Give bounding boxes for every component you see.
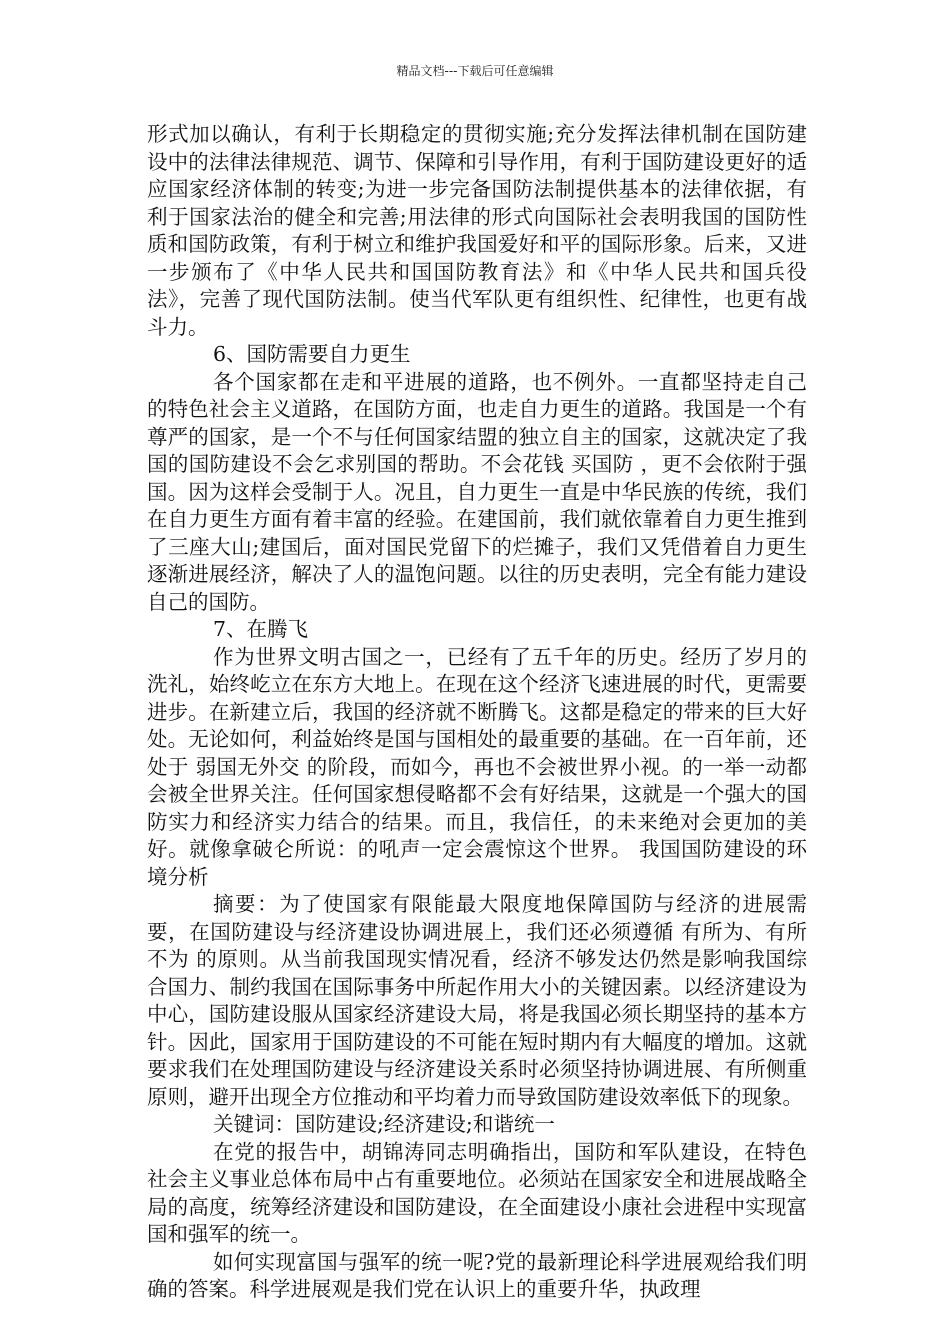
paragraph-rising: 作为世界文明古国之一，已经有了五千年的历史。经历了岁月的洗礼，始终屹立在东方大地上。在现在这个经济飞速进展的时代，更需要进步。在新建立后，我国的经济就不断腾飞。这都是稳定的带来的巨大好处。无论如何，利益始终是国与国相处的最重要的基础。在一百年前，还处于 弱国无外交 的阶段，而如今，再也不会被世界小视。的一举一动都会被全世界关注。任何国家想侵略都不会有好结果，这就是一个强大的国防实力和经济实力结合的结果。而且，我信任，的未来绝对会更加的美好。就像拿破仑所说：的吼声一定会震惊这个世界。 我国国防建设的环境分析	[147, 644, 807, 889]
paragraph-party-report: 在党的报告中，胡锦涛同志明确指出，国防和军队建设，在特色社会主义事业总体布局中占有重要地位。必须站在国家安全和进展战略全局的高度，统筹经济建设和国防建设，在全面建设小康社会进程中实现富国和强军的统一。	[147, 1139, 807, 1246]
section-heading-rising: 7、在腾飞	[213, 617, 309, 641]
section-heading-self-reliance: 6、国防需要自力更生	[213, 342, 411, 366]
page-header: 精品文档---下载后可任意编辑	[396, 64, 554, 78]
document-body	[147, 121, 807, 1304]
paragraph-unity-question: 如何实现富国与强军的统一呢?党的最新理论科学进展观给我们明确的答案。科学进展观是我们党在认识上的重要升华，执政理	[147, 1249, 807, 1301]
paragraph-abstract: 摘要：为了使国家有限能最大限度地保障国防与经济的进展需要，在国防建设与经济建设协调进展上，我们还必须遵循 有所为、有所不为 的原则。从当前我国现实情况看，经济不够发达仍然是影响我国综合国力、制约我国在国际事务中所起作用大小的关键因素。以经济建设为中心，国防建设服从国家经济建设大局，将是我国必须长期坚持的基本方针。因此，国家用于国防建设的不可能在短时期内有大幅度的增加。这就要求我们在处理国防建设与经济建设关系时必须坚持协调进展、有所侧重原则，避开出现全方位推动和平均着力而导致国防建设效率低下的现象。	[147, 892, 807, 1109]
paragraph-legal-framework: 形式加以确认，有利于长期稳定的贯彻实施;充分发挥法律机制在国防建设中的法律法律规范、调节、保障和引导作用，有利于国防建设更好的适应国家经济体制的转变;为进一步完备国防法制提供基本的法律依据，有利于国家法治的健全和完善;用法律的形式向国际社会表明我国的国防性质和国防政策，有利于树立和维护我国爱好和平的国际形象。后来，又进一步颁布了《中华人民共和国国防教育法》和《中华人民共和国兵役法》，完善了现代国防法制。使当代军队更有组织性、纪律性，也更有战斗力。	[147, 122, 807, 339]
paragraph-self-reliance: 各个国家都在走和平进展的道路，也不例外。一直都坚持走自己的特色社会主义道路，在国防方面，也走自力更生的道路。我国是一个有尊严的国家，是一个不与任何国家结盟的独立自主的国家，这就决定了我国的国防建设不会乞求别国的帮助。不会花钱 买国防 ，更不会依附于强国。因为这样会受制于人。况且，自力更生一直是中华民族的传统，我们在自力更生方面有着丰富的经验。在建国前，我们就依靠着自力更生推到了三座大山;建国后，面对国民党留下的烂摊子，我们又凭借着自力更生逐渐进展经济，解决了人的温饱问题。以往的历史表明，完全有能力建设自己的国防。	[147, 369, 807, 614]
paragraph-keywords: 关键词：国防建设;经济建设;和谐统一	[213, 1112, 555, 1136]
